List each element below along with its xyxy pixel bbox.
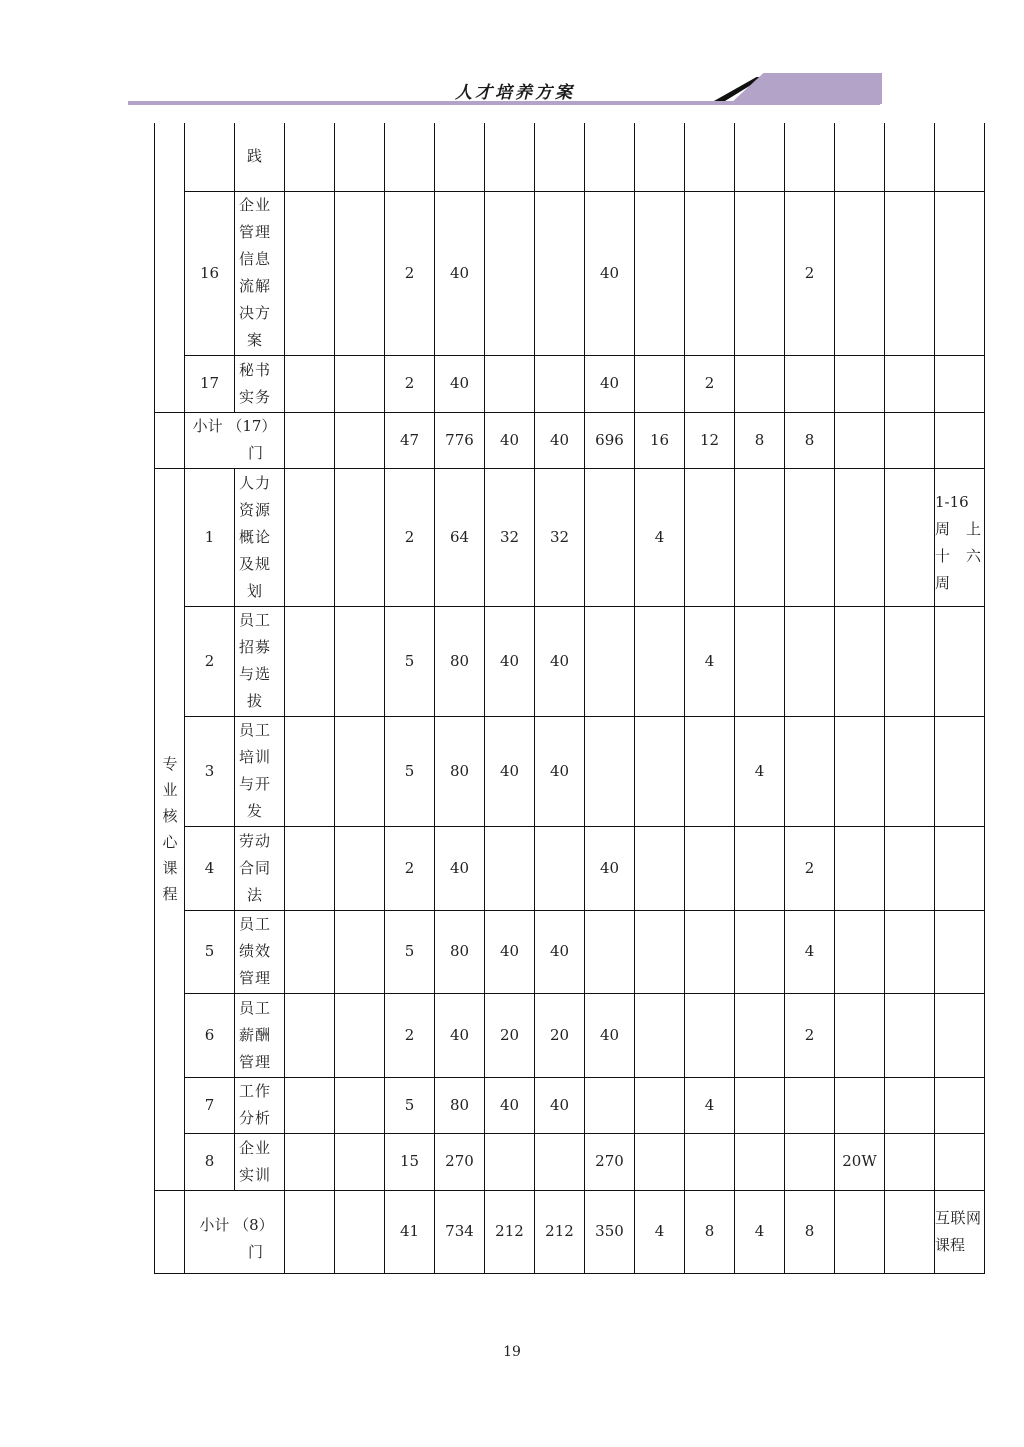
semester-cell: 4 (635, 1190, 685, 1273)
lab-cell: 40 (535, 1077, 585, 1133)
lab-cell: 40 (535, 716, 585, 826)
course-name: 人力资源概论及规划 (238, 473, 271, 600)
table-row (155, 191, 985, 355)
practice-cell: 696 (585, 412, 635, 468)
practice-cell: 270 (585, 1133, 635, 1190)
category-label: 专业核心课程 (162, 755, 178, 903)
course-name: 劳动合同法 (238, 831, 271, 904)
credits-cell: 5 (385, 606, 435, 716)
course-name: 员工招募与选拔 (238, 611, 271, 710)
semester-cell: 4 (785, 910, 835, 993)
table-row (155, 355, 985, 412)
semester-cell: 4 (735, 1190, 785, 1273)
category-cell (155, 468, 185, 1190)
semester-cell: 8 (785, 1190, 835, 1273)
credits-cell: 47 (385, 412, 435, 468)
credits-cell: 2 (385, 191, 435, 355)
credits-cell: 2 (385, 355, 435, 412)
table-row (155, 123, 985, 191)
semester-cell: 4 (685, 606, 735, 716)
table-row (155, 716, 985, 826)
lab-cell: 212 (535, 1190, 585, 1273)
course-name: 员工薪酬管理 (238, 998, 271, 1071)
lab-cell: 40 (535, 412, 585, 468)
lab-cell: 40 (535, 910, 585, 993)
credits-cell: 2 (385, 826, 435, 910)
semester-cell: 2 (785, 826, 835, 910)
course-name: 企业管理信息流解决方案 (238, 196, 271, 349)
hours-cell: 734 (435, 1190, 485, 1273)
course-number: 8 (185, 1133, 235, 1190)
table-row (155, 468, 985, 606)
course-name: 秘书实务 (238, 360, 271, 406)
hours-cell: 40 (435, 993, 485, 1077)
table-row (155, 826, 985, 910)
credits-cell: 5 (385, 910, 435, 993)
semester-cell: 8 (735, 412, 785, 468)
semester-cell: 16 (635, 412, 685, 468)
course-name: 工作分析 (238, 1082, 271, 1127)
subtotal-row (155, 1190, 985, 1273)
semester-cell: 8 (785, 412, 835, 468)
hours-cell: 80 (435, 606, 485, 716)
course-number: 2 (185, 606, 235, 716)
credits-cell: 2 (385, 468, 435, 606)
curriculum-table (154, 123, 985, 1274)
theory-cell: 20 (485, 993, 535, 1077)
credits-cell: 5 (385, 716, 435, 826)
semester-cell: 2 (685, 355, 735, 412)
theory-cell: 40 (485, 606, 535, 716)
header-decor-tab (730, 73, 882, 104)
hours-cell: 270 (435, 1133, 485, 1190)
practice-cell: 40 (585, 826, 635, 910)
practice-cell: 40 (585, 191, 635, 355)
semester-cell: 2 (785, 993, 835, 1077)
hours-cell: 40 (435, 826, 485, 910)
page-header-title: 人才培养方案 (455, 83, 575, 103)
semester-cell: 2 (785, 191, 835, 355)
table-row (155, 910, 985, 993)
page-number: 19 (503, 1344, 521, 1360)
hours-cell: 776 (435, 412, 485, 468)
theory-cell: 212 (485, 1190, 535, 1273)
theory-cell: 40 (485, 716, 535, 826)
course-number: 5 (185, 910, 235, 993)
course-number: 1 (185, 468, 235, 606)
subtotal-row (155, 412, 985, 468)
course-number: 6 (185, 993, 235, 1077)
semester-cell: 4 (735, 716, 785, 826)
hours-cell: 64 (435, 468, 485, 606)
practice-cell: 40 (585, 355, 635, 412)
course-number: 4 (185, 826, 235, 910)
course-name: 员工培训与开发 (238, 721, 271, 820)
semester-cell: 20W (835, 1133, 885, 1190)
note-text: 1-16 周 上 十 六 周 (935, 492, 981, 592)
credits-cell: 2 (385, 993, 435, 1077)
course-number: 3 (185, 716, 235, 826)
note-text: 互联网课程 (935, 1208, 981, 1254)
course-number: 7 (185, 1077, 235, 1133)
course-number: 16 (185, 191, 235, 355)
table-row (155, 993, 985, 1077)
hours-cell: 40 (435, 191, 485, 355)
course-name: 企业实训 (238, 1138, 271, 1184)
table-row (155, 606, 985, 716)
subtotal-label: 小计 （17） 门 (185, 412, 285, 468)
semester-cell: 8 (685, 1190, 735, 1273)
table-row (155, 1077, 985, 1133)
hours-cell: 80 (435, 910, 485, 993)
subtotal-label: 小计 （8） 门 (185, 1190, 285, 1273)
practice-cell: 40 (585, 993, 635, 1077)
credits-cell: 41 (385, 1190, 435, 1273)
practice-cell: 350 (585, 1190, 635, 1273)
hours-cell: 80 (435, 716, 485, 826)
theory-cell: 40 (485, 910, 535, 993)
hours-cell: 40 (435, 355, 485, 412)
lab-cell: 32 (535, 468, 585, 606)
course-number: 17 (185, 355, 235, 412)
theory-cell: 32 (485, 468, 535, 606)
theory-cell: 40 (485, 1077, 535, 1133)
semester-cell: 4 (685, 1077, 735, 1133)
lab-cell: 20 (535, 993, 585, 1077)
course-name: 践 (246, 147, 263, 166)
credits-cell: 15 (385, 1133, 435, 1190)
lab-cell: 40 (535, 606, 585, 716)
course-name: 员工绩效管理 (238, 915, 271, 987)
semester-cell: 4 (635, 468, 685, 606)
category-cell-prev (155, 123, 185, 412)
hours-cell: 80 (435, 1077, 485, 1133)
table-row (155, 1133, 985, 1190)
credits-cell: 5 (385, 1077, 435, 1133)
theory-cell: 40 (485, 412, 535, 468)
semester-cell: 12 (685, 412, 735, 468)
